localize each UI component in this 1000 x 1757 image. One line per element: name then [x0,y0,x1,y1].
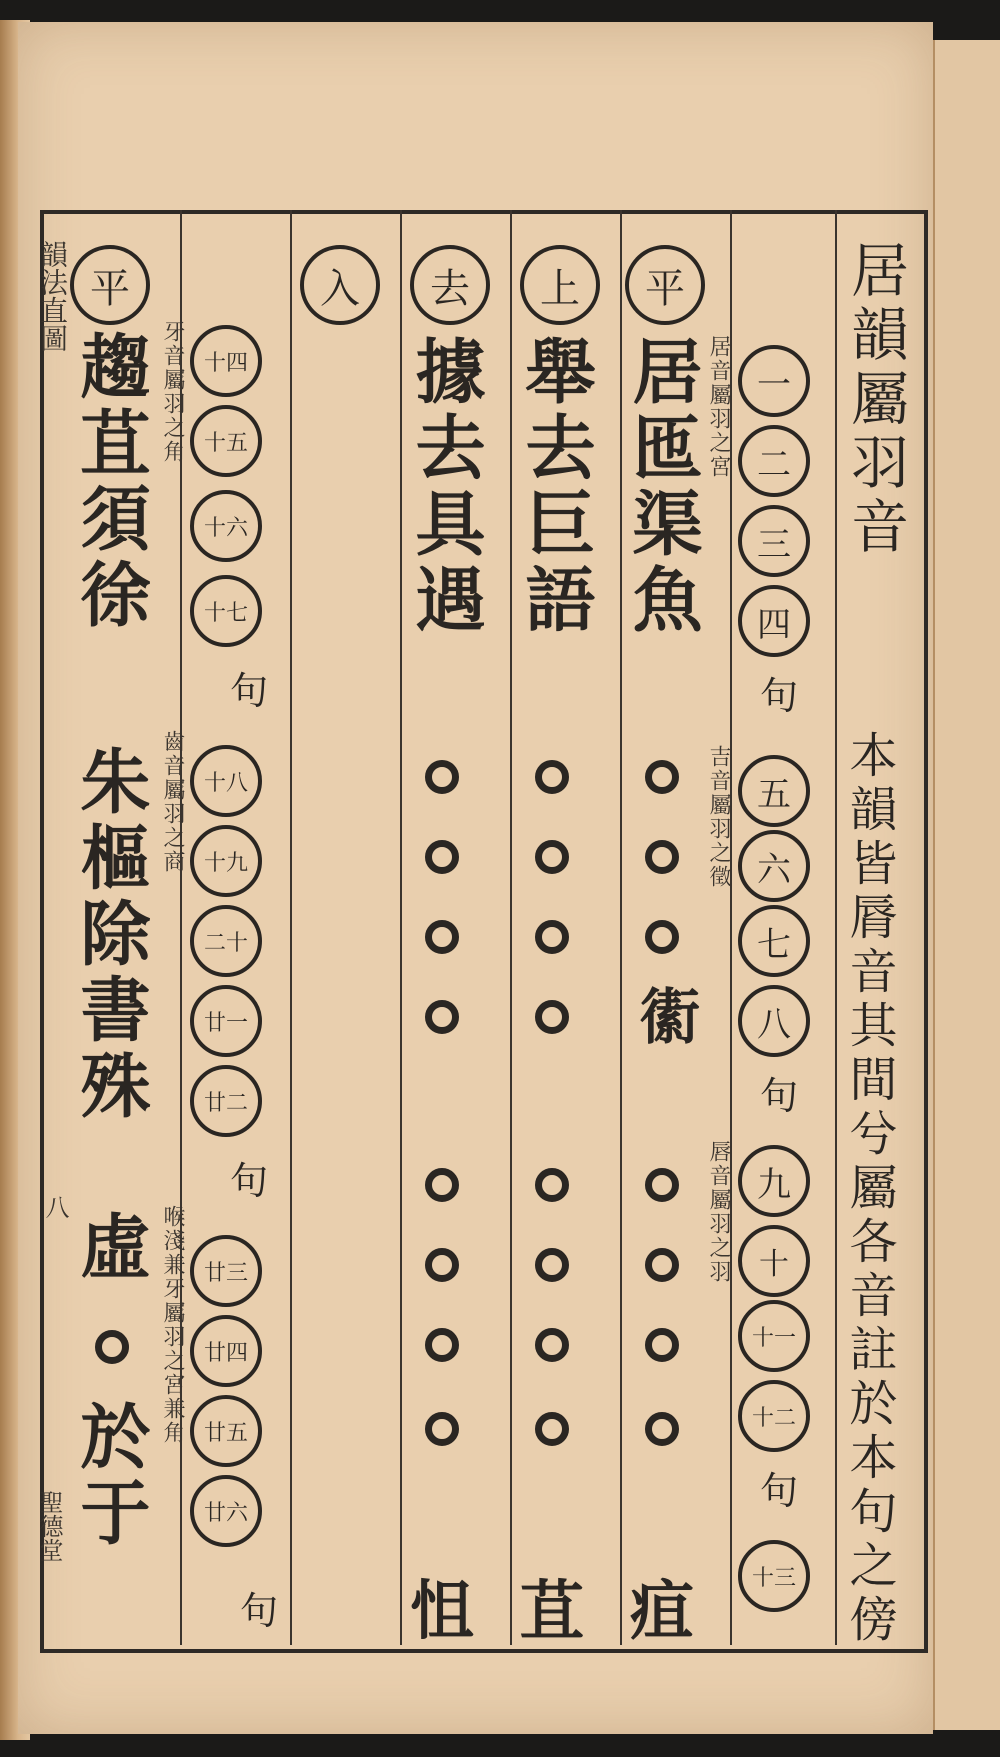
circled-number: 二十 [190,905,262,977]
annotation: 吉音屬羽之徵 [706,745,731,889]
circled-number: 十二 [738,1380,810,1452]
empty-ring [645,1412,679,1446]
circled-number: 廿三 [190,1235,262,1307]
circled-number: 十 [738,1225,810,1297]
bottom-char: 苴 [520,1574,584,1649]
rhyme-chars: 虛 [69,1210,152,1286]
rhyme-chars: 居匜渠魚 [621,335,704,639]
empty-ring [535,920,569,954]
circled-number: 四 [738,585,810,657]
circled-number: 十五 [190,405,262,477]
empty-ring [535,840,569,874]
circled-number: 廿四 [190,1315,262,1387]
annotation: 唇音屬羽之羽 [706,1140,731,1284]
gou-mark: 句 [230,669,269,713]
annotation: 齒音屬羽之商 [160,730,185,874]
annotation: 喉淺兼牙屬羽之宮兼角 [160,1205,185,1445]
empty-ring [425,840,459,874]
tone-ping: 平 [625,245,705,325]
empty-ring [95,1330,129,1364]
gou-mark: 句 [760,1469,799,1513]
gou-mark: 句 [230,1159,269,1203]
book-title-margin: 韻法直圖 [36,240,69,352]
publisher-mark: 聖德堂 [35,1490,63,1562]
empty-ring [645,840,679,874]
circled-number: 二 [738,425,810,497]
circled-number: 十四 [190,325,262,397]
tone-shang: 上 [520,245,600,325]
circled-number: 十八 [190,745,262,817]
empty-ring [645,920,679,954]
circled-number: 廿一 [190,985,262,1057]
circled-number: 七 [738,905,810,977]
circled-number: 廿六 [190,1475,262,1547]
col-line [290,210,292,1645]
empty-ring [535,1168,569,1202]
circled-number: 九 [738,1145,810,1217]
rhyme-chars: 朱樞除書殊 [69,745,152,1125]
empty-ring [425,1248,459,1282]
gou-mark: 句 [760,674,799,718]
circled-number: 十九 [190,825,262,897]
empty-ring [535,1000,569,1034]
empty-ring [425,1328,459,1362]
gou-mark: 句 [760,1074,799,1118]
bottom-char: 怚 [410,1574,474,1649]
circled-number: 十一 [738,1300,810,1372]
rhyme-chars: 據去具遇 [404,335,487,639]
circled-number: 一 [738,345,810,417]
circled-number: 六 [738,830,810,902]
bottom-char: 疽 [630,1574,694,1649]
empty-ring [645,1328,679,1362]
tone-ru: 入 [300,245,380,325]
tone-ping-left: 平 [70,245,150,325]
empty-ring [535,1328,569,1362]
circled-number: 廿二 [190,1065,262,1137]
annotation: 牙音屬羽之角 [160,320,185,464]
empty-ring [645,1248,679,1282]
empty-ring [425,1168,459,1202]
empty-ring [535,760,569,794]
rhyme-chars: 舉去巨語 [514,335,597,639]
next-page-edge [933,40,1000,1730]
empty-ring [645,1168,679,1202]
empty-ring [425,760,459,794]
col-line [400,210,402,1645]
tone-qu: 去 [410,245,490,325]
circled-number: 十七 [190,575,262,647]
rhyme-chars: 趨苴須徐 [69,330,152,634]
empty-ring [425,920,459,954]
circled-number: 五 [738,755,810,827]
empty-ring [645,760,679,794]
rhyme-chars: 於于 [69,1400,152,1552]
extra-char: 䘘 [630,985,700,1051]
circled-number: 三 [738,505,810,577]
empty-ring [535,1412,569,1446]
empty-ring [535,1248,569,1282]
col-line [510,210,512,1645]
page-description: 本韻皆脣音其間兮屬各音註於本句之傍 [841,730,897,1648]
circled-number: 廿五 [190,1395,262,1467]
page-number: 八 [41,1195,69,1219]
gou-mark: 句 [240,1589,279,1633]
circled-number: 八 [738,985,810,1057]
col-line [835,210,837,1645]
circled-number: 十三 [738,1540,810,1612]
annotation: 居音屬羽之宮 [706,335,731,479]
empty-ring [425,1000,459,1034]
empty-ring [425,1412,459,1446]
page-title: 居韻屬羽音 [841,240,909,560]
circled-number: 十六 [190,490,262,562]
